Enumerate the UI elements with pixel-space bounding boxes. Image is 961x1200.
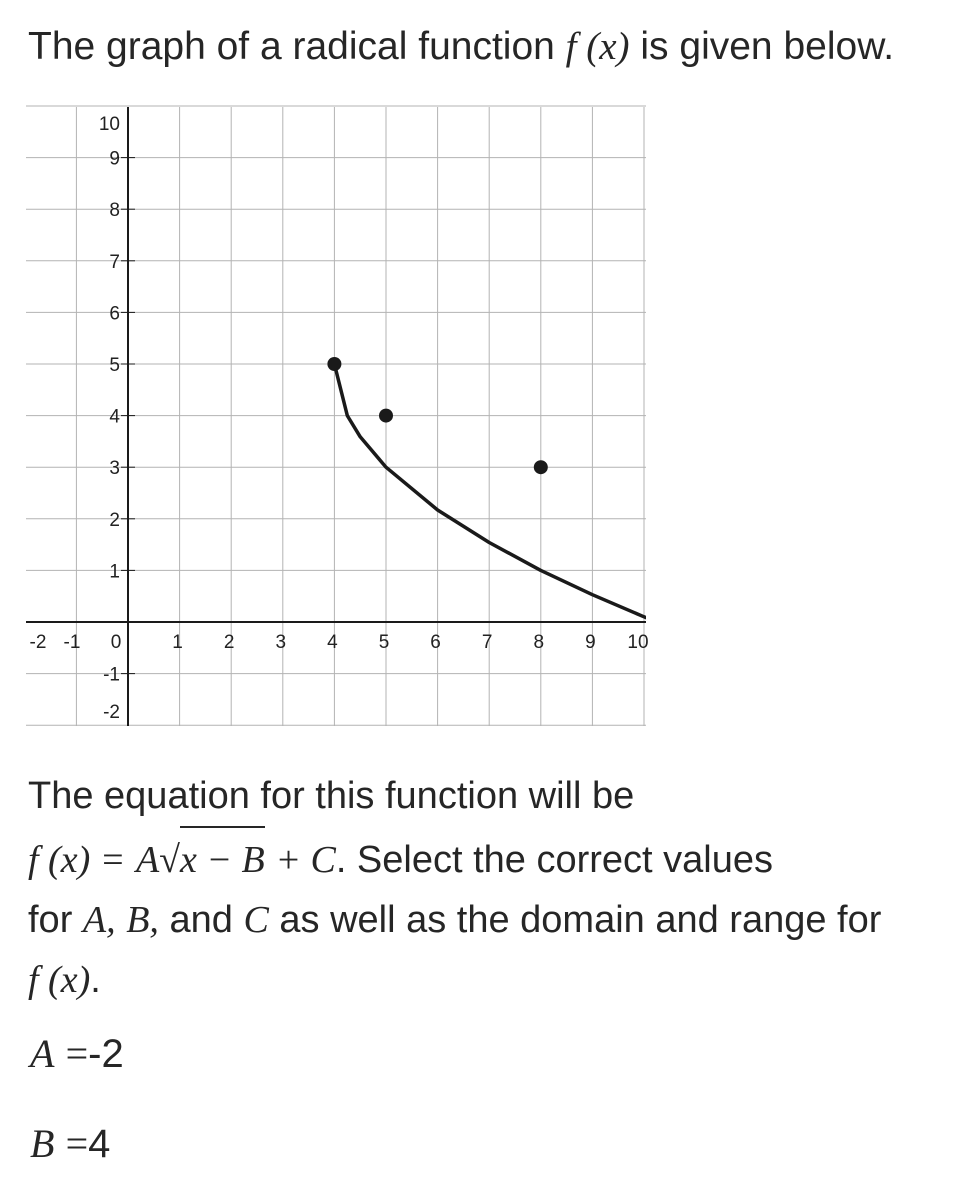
answer-b-var: B xyxy=(30,1121,55,1166)
x-tick-label: 9 xyxy=(585,632,596,653)
y-tick-label: 10 xyxy=(98,114,120,135)
x-tick-label: 4 xyxy=(327,632,338,653)
x-tick-label: 2 xyxy=(223,632,235,653)
x-tick-label: -2 xyxy=(29,632,47,653)
prompt-line-3-tail: as well as the domain and range for xyxy=(279,899,882,941)
x-tick-label: 1 xyxy=(172,632,183,653)
prompt-line-2 xyxy=(28,826,948,890)
prompt-var-c: C xyxy=(243,899,269,941)
y-tick-label: 1 xyxy=(109,561,120,583)
x-tick-label: 8 xyxy=(533,632,545,653)
answer-b-value[interactable]: 4 xyxy=(88,1122,111,1166)
y-tick-label: 4 xyxy=(109,406,120,428)
radical-sign: √ xyxy=(159,839,181,881)
equation-plus-c: + C xyxy=(275,839,336,881)
heading-fx: f (x) xyxy=(565,25,630,68)
y-tick-label: 7 xyxy=(109,251,120,273)
y-tick-label: -1 xyxy=(103,664,120,686)
equation-f: f (x) = xyxy=(28,839,126,881)
answer-b-row xyxy=(30,1120,110,1167)
key-point xyxy=(327,357,341,371)
x-tick-label: 3 xyxy=(275,632,287,653)
curve-layer xyxy=(334,364,695,637)
prompt-var-a: A, xyxy=(82,899,116,941)
prompt-for: for xyxy=(28,899,73,941)
y-tick-label: 9 xyxy=(109,148,120,170)
sqrt-symbol xyxy=(159,826,265,890)
y-tick-label: 5 xyxy=(109,355,120,376)
prompt-line-3 xyxy=(28,890,948,950)
prompt-line-2-tail: . Select the correct values xyxy=(335,839,774,881)
y-tick-label: 2 xyxy=(109,509,120,531)
prompt-fx: f (x) xyxy=(28,959,91,1001)
key-point xyxy=(534,460,548,474)
x-tick-label: 10 xyxy=(627,632,649,653)
prompt-line-1-text: The equation for this function will be xyxy=(28,775,635,817)
equation-a: A xyxy=(135,839,160,881)
prompt-line-4 xyxy=(28,950,948,1010)
x-tick-label: 6 xyxy=(430,632,441,653)
heading-tail: is given below. xyxy=(640,25,895,68)
prompt-period: . xyxy=(90,959,101,1001)
answer-b-equals: = xyxy=(65,1121,89,1166)
question-prompt xyxy=(28,766,948,1010)
prompt-line-1 xyxy=(28,766,948,826)
x-tick-label: 5 xyxy=(378,632,390,653)
tick-labels xyxy=(30,114,649,723)
heading-text: The graph of a radical function xyxy=(28,25,555,68)
answer-a-var: A xyxy=(30,1031,55,1076)
radical-curve xyxy=(334,364,695,637)
y-tick-label: 8 xyxy=(109,200,120,222)
answer-a-value[interactable]: -2 xyxy=(88,1032,124,1076)
y-tick-label: -2 xyxy=(103,702,120,723)
answer-a-row xyxy=(30,1030,124,1077)
key-point xyxy=(379,409,393,423)
x-tick-label: 7 xyxy=(481,632,493,653)
y-tick-label: 6 xyxy=(109,303,120,325)
equation-radicand: x − B xyxy=(180,826,265,890)
y-tick-label: 3 xyxy=(109,458,120,480)
answer-a-equals: = xyxy=(65,1031,89,1076)
prompt-var-b: B, xyxy=(126,899,159,941)
x-tick-label: -1 xyxy=(63,632,81,653)
prompt-and: and xyxy=(169,899,233,941)
x-tick-label: 0 xyxy=(110,632,122,653)
